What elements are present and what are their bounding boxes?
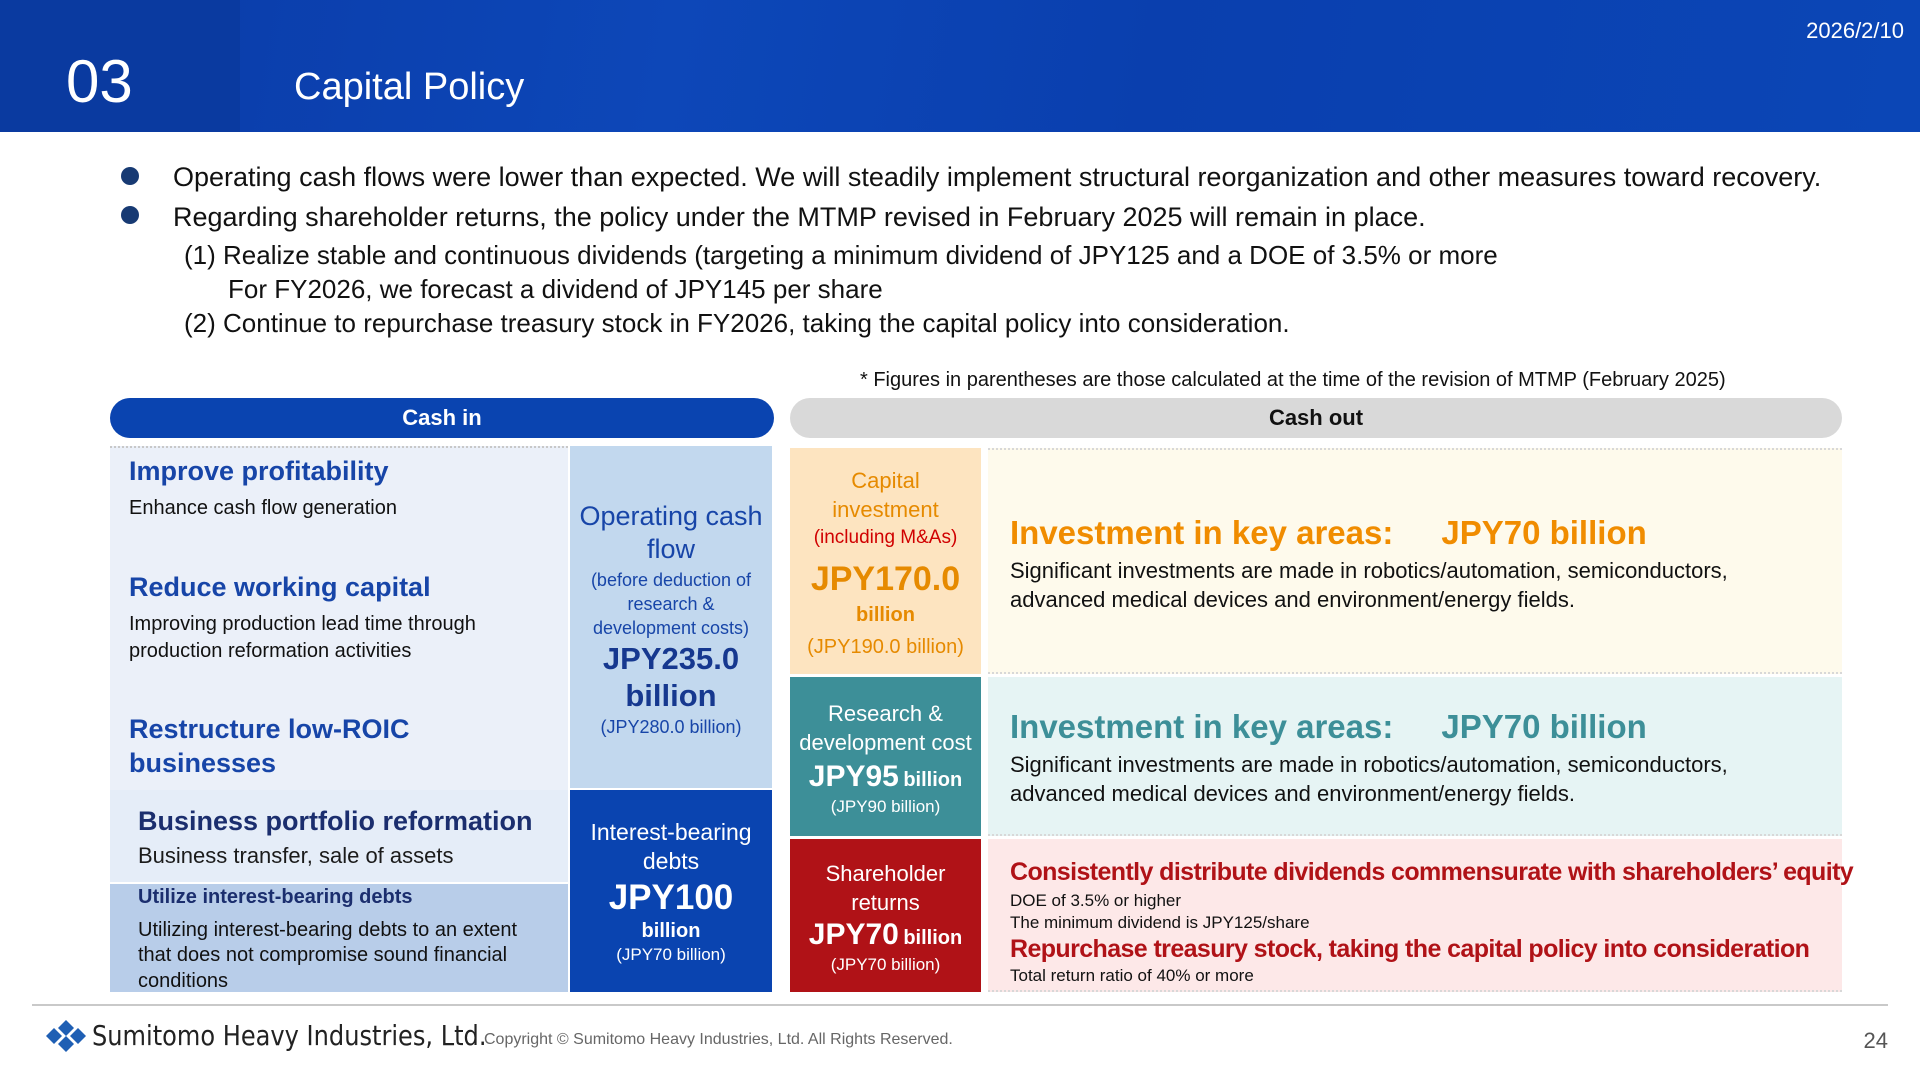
- footer-divider: [32, 1004, 1888, 1006]
- company-name: Sumitomo Heavy Industries, Ltd.: [92, 1019, 487, 1052]
- capex-label: [790, 466, 981, 525]
- operating-cf-note-1: (before deduction of: [590, 570, 752, 590]
- ibd-title-2: debts: [642, 847, 700, 874]
- rd-desc: [1010, 750, 1728, 808]
- ibd-unit: billion: [641, 920, 701, 942]
- sr-headline-2: Repurchase treasury stock, taking the capital policy into consideration: [1010, 935, 1810, 963]
- operating-cf-value-1: JPY235.0: [602, 641, 740, 676]
- rd-value-line: [790, 760, 981, 794]
- capex-desc-1: Significant investments are made in robotics/automation, semiconductors,: [1010, 558, 1728, 583]
- debt-desc: [138, 918, 517, 994]
- rd-amount: JPY70 billion: [1441, 708, 1647, 745]
- rd-prev: (JPY90 billion): [830, 797, 941, 816]
- sr-prev: (JPY70 billion): [830, 955, 941, 974]
- sr-label: [790, 860, 981, 917]
- sr-desc: [1010, 890, 1310, 935]
- page-number: 24: [1863, 1028, 1888, 1053]
- ibd-title-1: Interest-bearing: [590, 819, 752, 845]
- debt-desc-2: that does not compromise sound financial: [138, 944, 508, 967]
- capex-desc-2: advanced medical devices and environment/energy fields.: [1010, 587, 1575, 613]
- capex-label-1: Capital: [851, 468, 920, 493]
- rd-head: Investment in key areas:: [1010, 708, 1394, 745]
- page-title: Capital Policy: [294, 66, 525, 108]
- operating-cf-prev: (JPY280.0 billion): [600, 717, 742, 737]
- date-label: 2026/2/10: [1806, 18, 1904, 43]
- ibd-prev: (JPY70 billion): [616, 945, 726, 964]
- operating-cf-value-2: billion: [625, 678, 717, 714]
- sr-desc-2: The minimum dividend is JPY125/share: [1010, 913, 1310, 933]
- operating-cf-title: [570, 500, 772, 566]
- rd-headline: [1010, 708, 1647, 746]
- company-logo-icon: [44, 1018, 88, 1052]
- sr-value-line: [790, 918, 981, 952]
- section-number: 03: [66, 48, 133, 115]
- debt-desc-1: Utilizing interest-bearing debts to an extent: [138, 919, 518, 941]
- bullet-text-2: Regarding shareholder returns, the policy under the MTMP revised in February 2025 will remain in place.: [173, 202, 1426, 232]
- capex-label-3: (including M&As): [813, 527, 958, 548]
- cash-in-header: Cash in: [110, 398, 774, 438]
- operating-cf-note: [570, 568, 772, 640]
- sr-desc-3: Total return ratio of 40% or more: [1010, 966, 1254, 985]
- bullet-icon: [121, 206, 139, 224]
- improve-desc: Enhance cash flow generation: [129, 497, 397, 519]
- rd-unit: billion: [903, 769, 963, 791]
- operating-cf-title-2: flow: [646, 534, 695, 565]
- ibd-title: [570, 818, 772, 876]
- roic-title-1: Restructure low-ROIC: [129, 714, 410, 744]
- debt-title: Utilize interest-bearing debts: [138, 886, 413, 908]
- sr-label-1: Shareholder: [825, 861, 946, 886]
- bpr-desc: Business transfer, sale of assets: [138, 843, 454, 868]
- wc-desc-2: production reformation activities: [129, 640, 412, 662]
- improve-title: Improve profitability: [129, 456, 389, 486]
- rd-value: JPY95: [808, 760, 899, 793]
- sr-unit: billion: [903, 927, 963, 949]
- sr-label-2: returns: [851, 889, 920, 915]
- sub-point-2: (2) Continue to repurchase treasury stock in FY2026, taking the capital policy into consideration.: [184, 308, 1290, 338]
- sr-headline-1: Consistently distribute dividends commensurate with shareholders’ equity: [1010, 858, 1854, 886]
- roic-title-2: businesses: [129, 748, 277, 778]
- cash-out-header: Cash out: [790, 398, 1842, 438]
- sub-point-1: (1) Realize stable and continuous dividends (targeting a minimum dividend of JPY125 and a DOE of 3.5% or more: [184, 240, 1498, 270]
- operating-cf-note-3: development costs): [592, 618, 750, 639]
- header-bar: [0, 0, 1920, 132]
- capex-desc: [1010, 556, 1728, 614]
- capex-head: Investment in key areas:: [1010, 514, 1394, 551]
- capex-prev: (JPY190.0 billion): [807, 636, 964, 658]
- bpr-title: Business portfolio reformation: [138, 806, 533, 836]
- rd-desc-1: Significant investments are made in robotics/automation, semiconductors,: [1010, 752, 1728, 777]
- ibd-value: JPY100: [608, 878, 734, 917]
- capex-amount: JPY70 billion: [1441, 514, 1647, 551]
- bullet-icon: [121, 167, 139, 185]
- footnote: * Figures in parentheses are those calculated at the time of the revision of MTMP (February 2025): [860, 369, 1726, 391]
- operating-cf-value: [570, 640, 772, 714]
- operating-cf-note-2: research &: [627, 594, 715, 615]
- bullet-text-1: Operating cash flows were lower than expected. We will steadily implement structural reorganization and other measures toward recovery.: [173, 162, 1822, 192]
- sr-value: JPY70: [808, 918, 899, 951]
- sr-desc-1: DOE of 3.5% or higher: [1010, 891, 1182, 910]
- debt-desc-3: conditions: [138, 969, 229, 992]
- copyright: Copyright © Sumitomo Heavy Industries, Ltd. All Rights Reserved.: [484, 1031, 953, 1048]
- rd-label-2: development cost: [799, 729, 972, 755]
- capex-unit: billion: [856, 604, 915, 626]
- rd-label: [790, 700, 981, 757]
- wc-desc-1: Improving production lead time through: [129, 613, 476, 635]
- sub-point-1b: For FY2026, we forecast a dividend of JPY145 per share: [228, 274, 883, 304]
- capex-value: JPY170.0: [810, 560, 961, 598]
- rd-label-1: Research &: [828, 701, 943, 726]
- capex-headline: [1010, 514, 1647, 552]
- wc-title: Reduce working capital: [129, 572, 431, 602]
- rd-desc-2: advanced medical devices and environment/energy fields.: [1010, 781, 1575, 807]
- capex-label-2: investment: [832, 497, 939, 523]
- operating-cf-title-1: Operating cash: [579, 501, 763, 531]
